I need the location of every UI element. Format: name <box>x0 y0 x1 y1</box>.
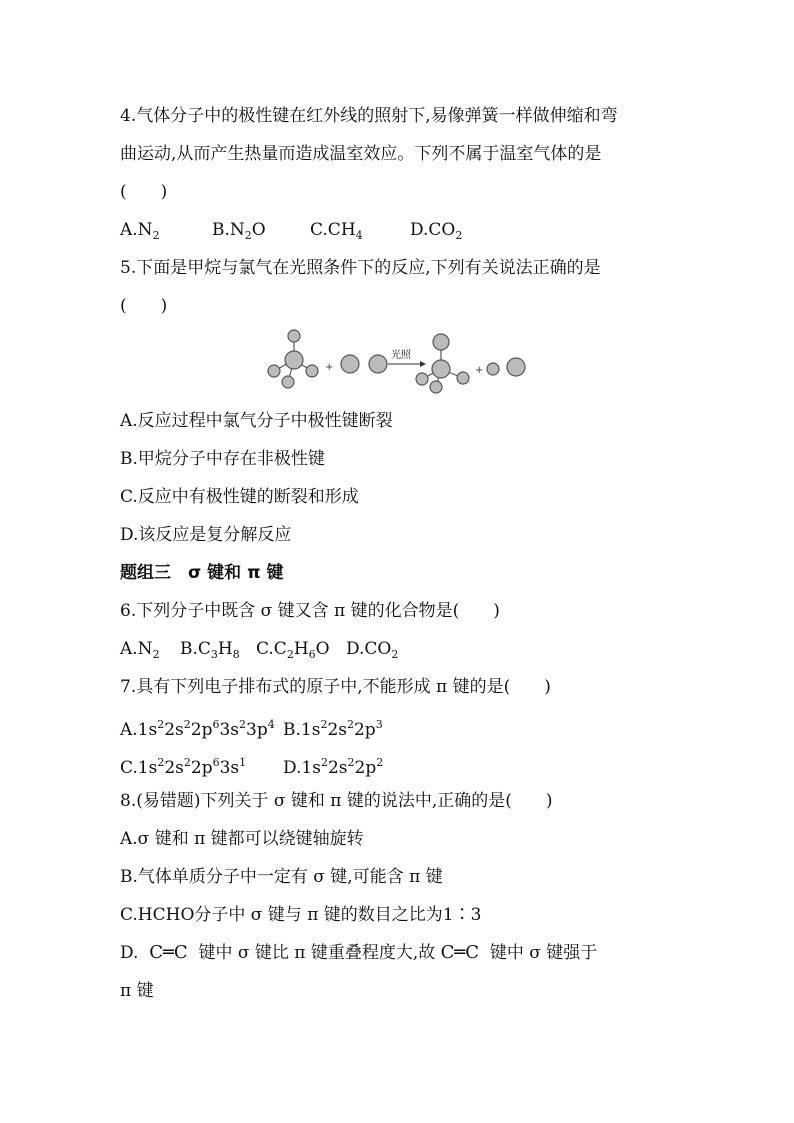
q4-options <box>120 219 462 247</box>
q4-option-a: $A.N_2$ <box>120 220 160 242</box>
double-bond-formula-1: C═C <box>149 942 188 963</box>
q5-option-d: D.该反应是复分解反应 <box>120 525 292 545</box>
q8-option-b: B.气体单质分子中一定有 σ 键,可能含 π 键 <box>120 867 443 887</box>
q6-option-a: $A.N_2$ <box>120 639 160 661</box>
chlorine-molecule <box>341 355 387 373</box>
hcl-molecule <box>487 358 525 376</box>
arrow-icon <box>388 361 426 367</box>
q5-option-a: A.反应过程中氯气分子中极性键断裂 <box>120 411 393 431</box>
double-bond-formula-2: C═C <box>440 942 480 963</box>
q4-option-b: $B.N_2O$ <box>212 220 266 242</box>
q8-option-a: A.σ 键和 π 键都可以绕键轴旋转 <box>120 829 364 849</box>
q7-option-d: $D.1s^22s^22p^2$ <box>283 756 384 778</box>
q5-option-c: C.反应中有极性键的断裂和形成 <box>120 487 359 507</box>
q4-text-line1: 4.气体分子中的极性键在红外线的照射下,易像弹簧一样做伸缩和弯 <box>120 106 618 126</box>
q7-option-b: $B.1s^22s^22p^3$ <box>283 718 383 740</box>
q7-text-line1: 7.具有下列电子排布式的原子中,不能形成 π 键的是( ) <box>120 677 551 697</box>
q5-text-line1: 5.下面是甲烷与氯气在光照条件下的反应,下列有关说法正确的是 <box>120 258 601 278</box>
q6-option-b: $B.C_3H_8$ <box>180 639 240 661</box>
q8-text-line1: 8.(易错题)下列关于 σ 键和 π 键的说法中,正确的是( ) <box>120 791 553 811</box>
q5-answer-bracket: ( ) <box>120 296 168 316</box>
q4-text-line2: 曲运动,从而产生热量而造成温室效应。下列不属于温室气体的是 <box>120 144 602 164</box>
section-heading: 题组三 σ 键和 π 键 <box>120 563 284 583</box>
q4-answer-bracket: ( ) <box>120 182 168 202</box>
q6-text-line1: 6.下列分子中既含 σ 键又含 π 键的化合物是( ) <box>120 601 500 621</box>
plus-sign-2: + <box>475 365 484 376</box>
q7-option-a: $A.1s^22s^22p^63s^23p^4$ <box>120 718 275 740</box>
methane-molecule <box>268 330 318 388</box>
q8-option-d: D. C═C 键中 σ 键比 π 键重叠程度大,故 C═C 键中 σ 键强于 <box>120 942 598 963</box>
q7-option-c: $C.1s^22s^22p^63s^1$ <box>120 756 247 778</box>
q4-option-d: $D.CO_2$ <box>410 220 463 242</box>
q8-option-c: C.HCHO分子中 σ 键与 π 键的数目之比为1∶3 <box>120 905 482 925</box>
q6-options <box>120 638 398 666</box>
q6-option-c: $C.C_2H_6O$ <box>256 639 330 661</box>
q7-options-row1 <box>120 714 383 741</box>
q4-option-c: $C.CH_4$ <box>310 220 363 242</box>
q8-option-d-line2: π 键 <box>120 981 154 1001</box>
plus-sign-1: + <box>325 362 334 373</box>
reaction-diagram <box>260 322 540 394</box>
q6-option-d: $D.CO_2$ <box>346 639 399 661</box>
q5-option-b: B.甲烷分子中存在非极性键 <box>120 449 325 469</box>
arrow-label: 光照 <box>391 350 411 361</box>
q7-options-row2 <box>120 752 383 779</box>
